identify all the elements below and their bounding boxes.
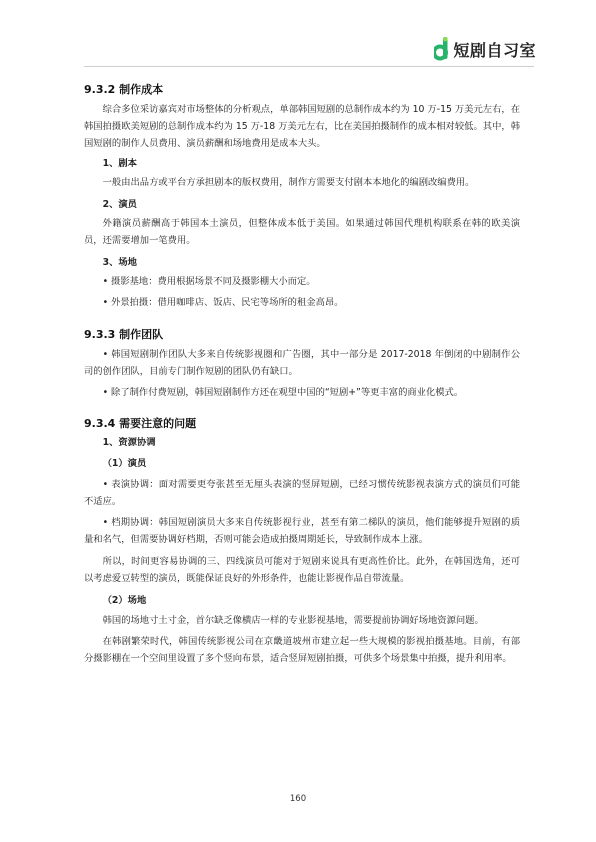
item-heading-resources: 1、资源协调 [102, 436, 156, 448]
brand-logo [434, 36, 536, 62]
paragraph-cost-intro: 综合多位采访嘉宾对市场整体的分析观点，单部韩国短剧的总制作成本约为 10 万-15 万美元左右，在韩国拍摄欧美短剧的总制作成本约为 15 万-18 万美元左右，比在美国拍摄制作的成本相对较低。其中，韩国短剧的制作人员费用、演员薪酬和场地费用是成本大头。 [84, 104, 520, 149]
bullet-location-shoot: • 外景拍摄：借用咖啡店、饭店、民宅等场所的租金高昂。 [102, 296, 344, 308]
bullet-team-origin: • 韩国短剧制作团队大多来自传统影视圈和广告圈，其中一部分是 2017-2018 年倒闭的中剧制作公司的创作团队，目前专门制作短剧的团队仍有缺口。 [84, 349, 520, 378]
paragraph-venue-scarcity: 韩国的场地寸土寸金，首尔缺乏像横店一样的专业影视基地，需要提前协调好场地资源问题。 [102, 614, 484, 626]
paragraph-studio-bases: 在韩剧繁荣时代，韩国传统影视公司在京畿道坡州市建立起一些大规模的影视拍摄基地。目前，有部分摄影棚在一个空间里设置了多个竖向布景，适合竖屏短剧拍摄，可供多个场景集中拍摄，提升利用率。 [84, 636, 520, 665]
bullet-studio-base: • 摄影基地：费用根据场景不同及摄影棚大小而定。 [102, 275, 316, 287]
bullet-schedule-coordination: • 档期协调：韩国短剧演员大多来自传统影视行业，甚至有第二梯队的演员，他们能够提升短剧的质量和名气，但需要协调好档期，否则可能会造成拍摄周期延长，导致制作成本上涨。 [84, 517, 520, 546]
logo-d-icon [434, 37, 448, 61]
section-heading-9-3-4: 9.3.4 需要注意的问题 [84, 416, 197, 430]
page-number: 160 [289, 794, 307, 804]
item-heading-actors: 2、演员 [102, 199, 137, 211]
bullet-commercial-models: • 除了制作付费短剧，韩国短剧制作方还在观望中国的“短剧+”等更丰富的商业化模式。 [102, 386, 464, 398]
sub-heading-actors: （1）演员 [102, 457, 147, 469]
paragraph-actors: 外籍演员薪酬高于韩国本土演员，但整体成本低于美国。如果通过韩国代理机构联系在韩的欧美演员，还需要增加一笔费用。 [84, 218, 520, 246]
item-heading-script: 1、剧本 [102, 158, 137, 170]
logo-text: 短剧自习室 [453, 40, 536, 60]
sub-heading-venue: （2）场地 [102, 594, 147, 606]
section-heading-9-3-3: 9.3.3 制作团队 [84, 328, 164, 342]
paragraph-script: 一般由出品方或平台方承担剧本的版权费用，制作方需要支付剧本本地化的编剧改编费用。 [102, 177, 475, 189]
page-body [84, 82, 520, 668]
section-heading-9-3-2: 9.3.2 制作成本 [84, 83, 164, 96]
bullet-performance-coordination: • 表演协调：面对需要更夸张甚至无厘头表演的竖屏短剧，已经习惯传统影视表演方式的演员们可能不适应。 [84, 478, 520, 507]
header-divider [84, 66, 534, 67]
item-heading-venue: 3、场地 [102, 256, 137, 268]
paragraph-casting: 所以，时间更容易协调的三、四线演员可能对于短剧来说具有更高性价比。此外，在韩国选角，还可以考虑爱豆转型的演员，既能保证良好的外形条件，也能让影视作品自带流量。 [84, 555, 520, 584]
